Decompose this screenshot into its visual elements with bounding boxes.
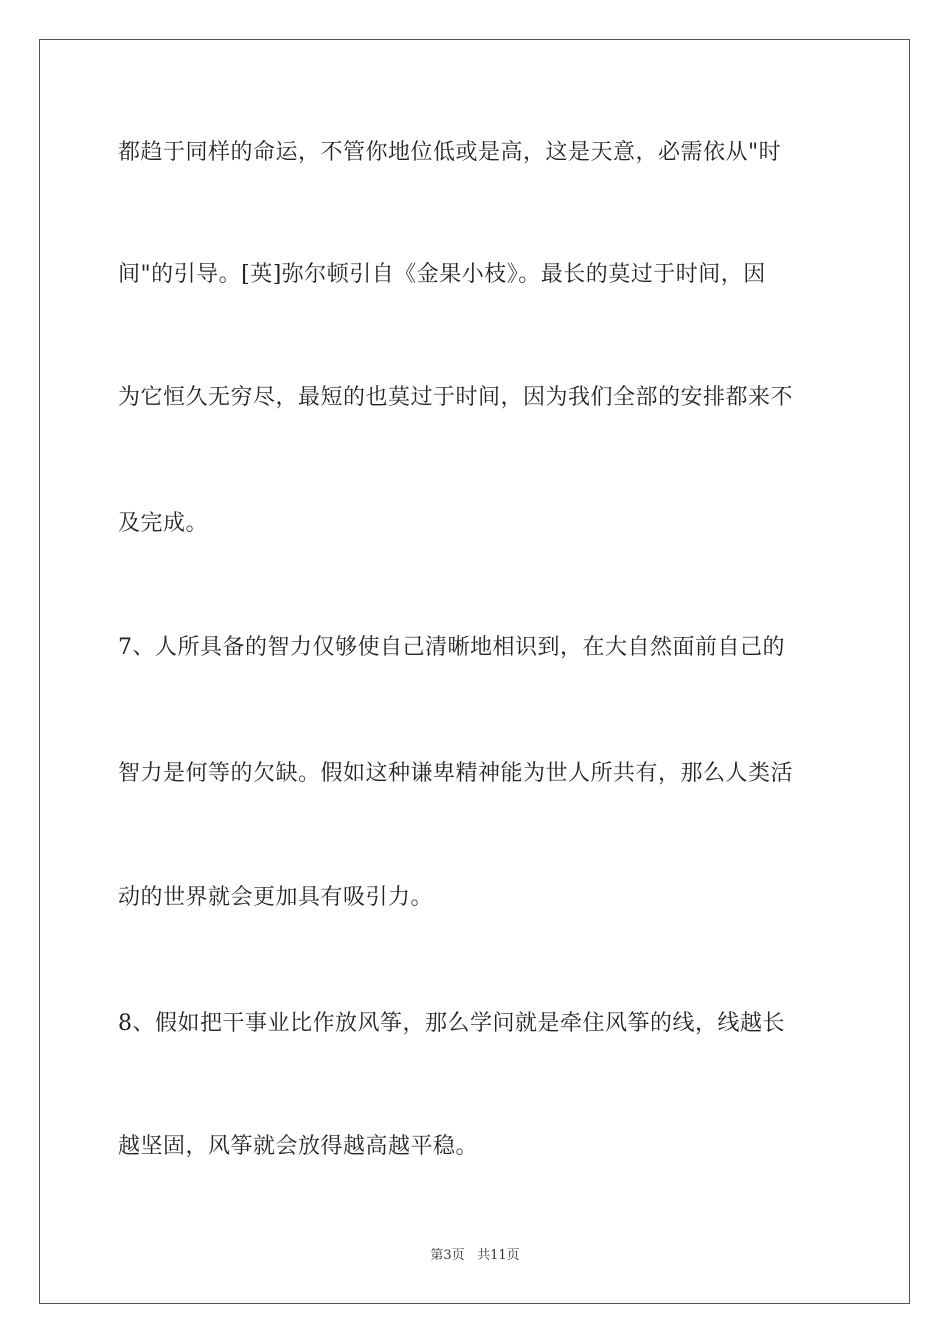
page-footer bbox=[0, 1247, 950, 1265]
text-line: 动的世界就会更加具有吸引力。 bbox=[118, 885, 434, 910]
text-line: 7、人所具备的智力仅够使自己清晰地相识到，在大自然面前自己的 bbox=[118, 635, 785, 660]
page-total: 共11页 bbox=[477, 1248, 520, 1263]
text-line: 智力是何等的欠缺。假如这种谦卑精神能为世人所共有，那么人类活 bbox=[118, 761, 794, 786]
text-line: 都趋于同样的命运，不管你地位低或是高，这是天意，必需依从"时 bbox=[118, 140, 782, 165]
text-line: 为它恒久无穷尽，最短的也莫过于时间，因为我们全部的安排都来不 bbox=[118, 385, 794, 410]
text-line: 间"的引导。[英]弥尔顿引自《金果小枝》。最长的莫过于时间，因 bbox=[118, 262, 766, 287]
page-number: 第3页 bbox=[430, 1248, 465, 1263]
text-line: 8、假如把干事业比作放风筝，那么学问就是牵住风筝的线，线越长 bbox=[118, 1011, 785, 1036]
page-frame bbox=[39, 39, 910, 1304]
text-line: 越坚固，风筝就会放得越高越平稳。 bbox=[118, 1134, 479, 1159]
text-line: 及完成。 bbox=[118, 511, 209, 536]
